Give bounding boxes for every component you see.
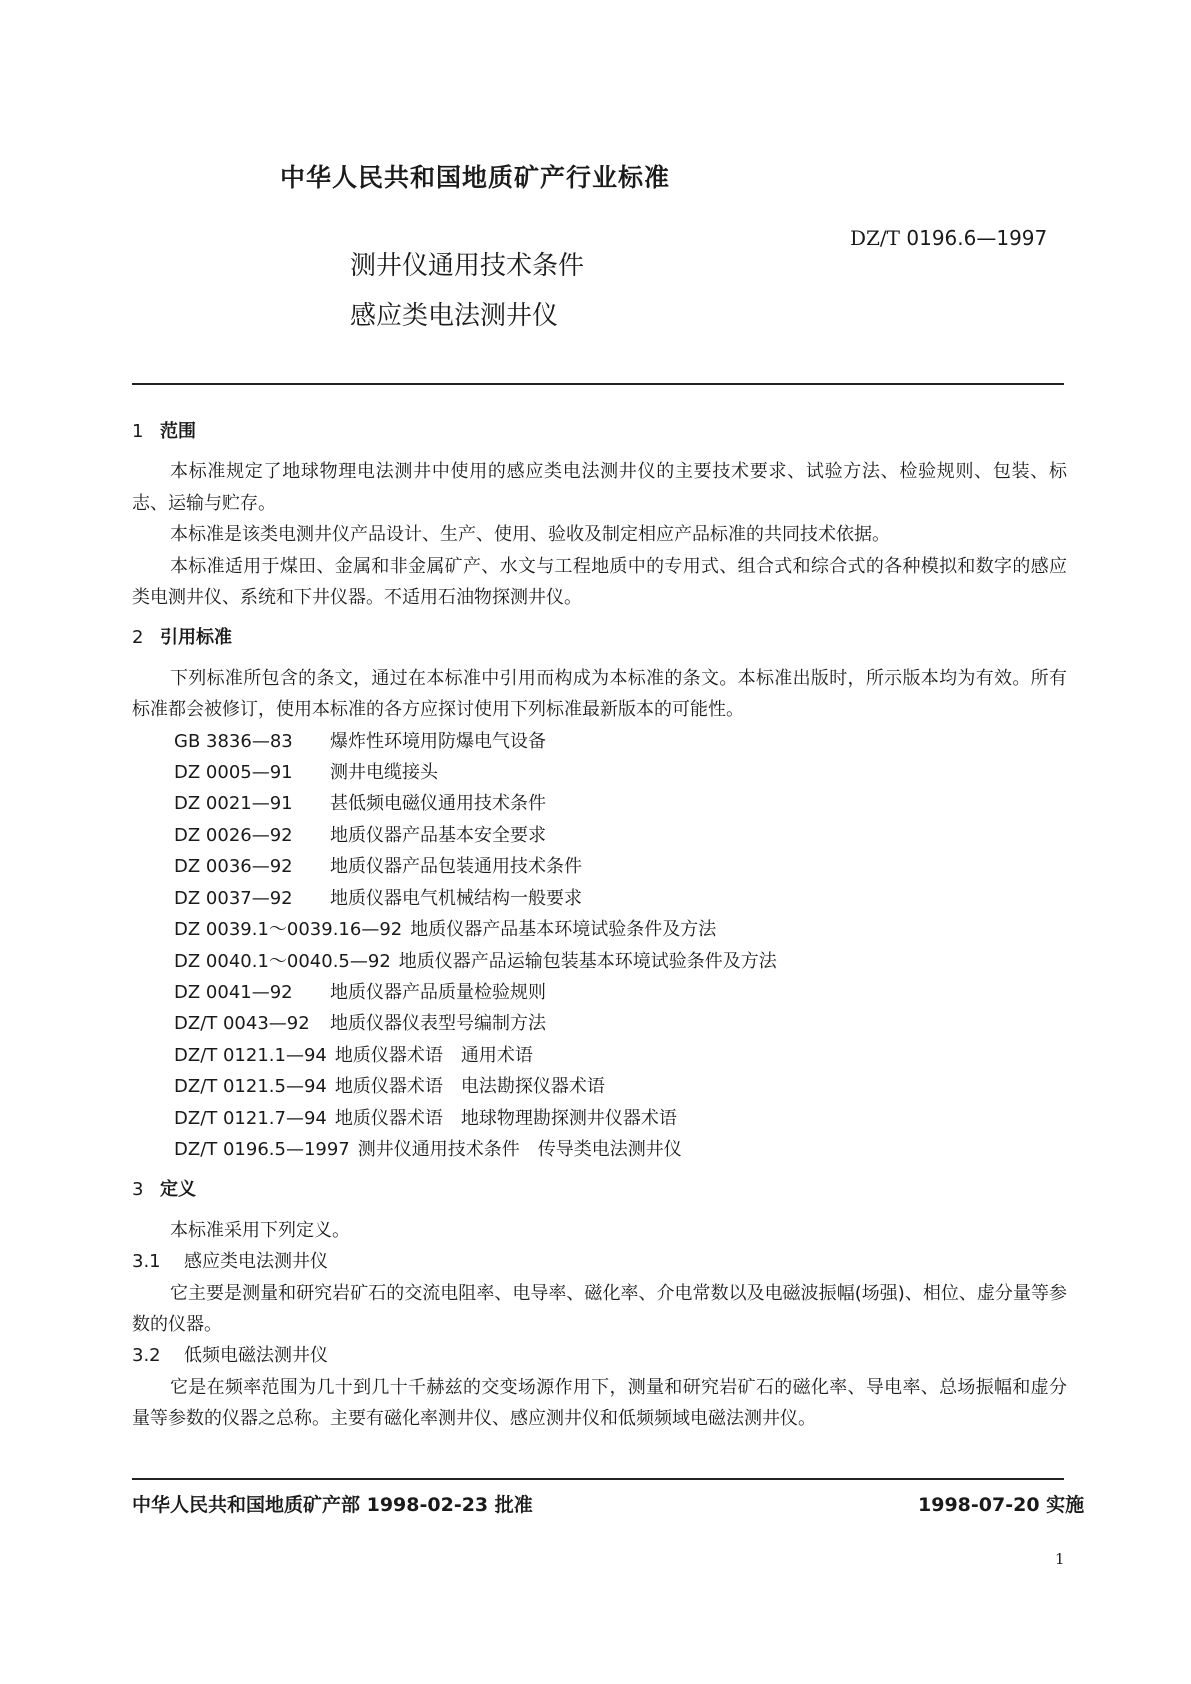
- section-heading-scope: [132, 416, 1067, 447]
- reference-list: [132, 726, 1067, 1166]
- section-number: 2: [132, 627, 144, 649]
- reference-item: [132, 977, 1067, 1008]
- document-title-line2: 感应类电法测井仪: [350, 301, 559, 331]
- reference-title: 测井电缆接头: [330, 762, 438, 784]
- org-title: 中华人民共和国地质矿产行业标准: [280, 163, 671, 192]
- reference-code: DZ 0039.1～0039.16—92: [174, 919, 403, 941]
- reference-item: [132, 726, 1067, 757]
- approval-line: 中华人民共和国地质矿产部 1998-02-23 批准: [132, 1494, 533, 1516]
- reference-title: 地质仪器产品运输包装基本环境试验条件及方法: [398, 950, 777, 972]
- reference-item: [132, 1008, 1067, 1039]
- reference-item: [132, 851, 1067, 882]
- paragraph: 本标准采用下列定义。: [170, 1219, 350, 1241]
- section-number: 3: [132, 1179, 144, 1201]
- reference-title: 地质仪器术语 通用术语: [334, 1044, 533, 1066]
- paragraph: 本标准是该类电测井仪产品设计、生产、使用、验收及制定相应产品标准的共同技术依据。: [170, 524, 890, 546]
- section-title: 范围: [160, 421, 196, 442]
- reference-code: DZ/T 0121.1—94: [174, 1044, 327, 1066]
- reference-code: DZ/T 0121.5—94: [174, 1076, 327, 1098]
- reference-title: 地质仪器术语 地球物理勘探测井仪器术语: [334, 1107, 677, 1129]
- paragraph: 本标准适用于煤田、金属和非金属矿产、水文与工程地质中的专用式、组合式和综合式的各种模拟和数字的感应类电测井仪、系统和下井仪器。不适用石油物探测井仪。: [132, 555, 1067, 609]
- reference-code: DZ 0021—91: [174, 793, 293, 815]
- reference-title: 地质仪器产品包装通用技术条件: [330, 856, 582, 878]
- reference-title: 爆炸性环境用防爆电气设备: [330, 730, 546, 752]
- reference-title: 地质仪器仪表型号编制方法: [330, 1013, 546, 1035]
- reference-code: DZ 0040.1～0040.5—92: [174, 950, 391, 972]
- reference-code: DZ 0041—92: [174, 981, 293, 1003]
- standard-code: [850, 226, 1047, 250]
- reference-title: 测井仪通用技术条件 传导类电法测井仪: [357, 1138, 682, 1160]
- reference-item: [132, 757, 1067, 788]
- reference-code: DZ 0005—91: [174, 762, 293, 784]
- reference-code: DZ 0026—92: [174, 824, 293, 846]
- subsection-heading: [132, 1246, 1067, 1277]
- reference-title: 甚低频电磁仪通用技术条件: [330, 793, 546, 815]
- subsection-title: 低频电磁法测井仪: [184, 1345, 328, 1367]
- section-title: 引用标准: [160, 627, 232, 649]
- reference-title: 地质仪器产品基本安全要求: [330, 824, 546, 846]
- reference-code: DZ 0037—92: [174, 887, 293, 909]
- section-number: 1: [132, 421, 144, 442]
- paragraph: 下列标准所包含的条文，通过在本标准中引用而构成为本标准的条文。本标准出版时，所示版本均为有效。所有标准都会被修订，使用本标准的各方应探讨使用下列标准最新版本的可能性。: [132, 667, 1067, 721]
- subsection-heading: [132, 1340, 1067, 1371]
- page-number: 1: [1055, 1550, 1065, 1568]
- footer-divider: [132, 1478, 1064, 1480]
- paragraph: 本标准规定了地球物理电法测井中使用的感应类电法测井仪的主要技术要求、试验方法、检验规则、包装、标志、运输与贮存。: [132, 461, 1067, 514]
- reference-title: 地质仪器电气机械结构一般要求: [330, 887, 582, 909]
- reference-title: 地质仪器产品基本环境试验条件及方法: [410, 919, 717, 941]
- reference-code: DZ/T 0196.5—1997: [174, 1138, 350, 1160]
- reference-item: [132, 1040, 1067, 1071]
- reference-code: DZ/T 0121.7—94: [174, 1107, 327, 1129]
- reference-item: [132, 883, 1067, 914]
- header-divider: [132, 383, 1064, 385]
- reference-code: GB 3836—83: [174, 730, 293, 752]
- reference-code: DZ 0036—92: [174, 856, 293, 878]
- section-heading-definitions: [132, 1174, 1067, 1205]
- reference-item: [132, 788, 1067, 819]
- reference-item: [132, 1071, 1067, 1102]
- standard-code-prefix: DZ/T: [850, 226, 901, 250]
- reference-item: [132, 914, 1067, 945]
- reference-item: [132, 1103, 1067, 1134]
- subsection-number: 3.2: [132, 1345, 161, 1367]
- subsection-title: 感应类电法测井仪: [184, 1251, 328, 1273]
- paragraph: 它主要是测量和研究岩矿石的交流电阻率、电导率、磁化率、介电常数以及电磁波振幅(场强)、相位、虚分量等参数的仪器。: [132, 1282, 1067, 1335]
- reference-title: 地质仪器术语 电法勘探仪器术语: [334, 1076, 605, 1098]
- reference-item: [132, 820, 1067, 851]
- section-heading-references: [132, 622, 1067, 653]
- subsection-number: 3.1: [132, 1251, 161, 1273]
- standard-code-number: 0196.6—1997: [906, 226, 1048, 250]
- document-body: [132, 416, 1067, 1435]
- paragraph: 它是在频率范围为几十到几十千赫兹的交变场源作用下，测量和研究岩矿石的磁化率、导电率、总场振幅和虚分量等参数的仪器之总称。主要有磁化率测井仪、感应测井仪和低频频域电磁法测井仪。: [132, 1376, 1067, 1430]
- reference-item: [132, 946, 1067, 977]
- reference-item: [132, 1134, 1067, 1165]
- reference-code: DZ/T 0043—92: [174, 1013, 310, 1035]
- reference-title: 地质仪器产品质量检验规则: [330, 981, 546, 1003]
- effective-date: 1998-07-20 实施: [918, 1494, 1085, 1516]
- document-title-line1: 测井仪通用技术条件: [350, 251, 585, 281]
- section-title: 定义: [160, 1179, 196, 1201]
